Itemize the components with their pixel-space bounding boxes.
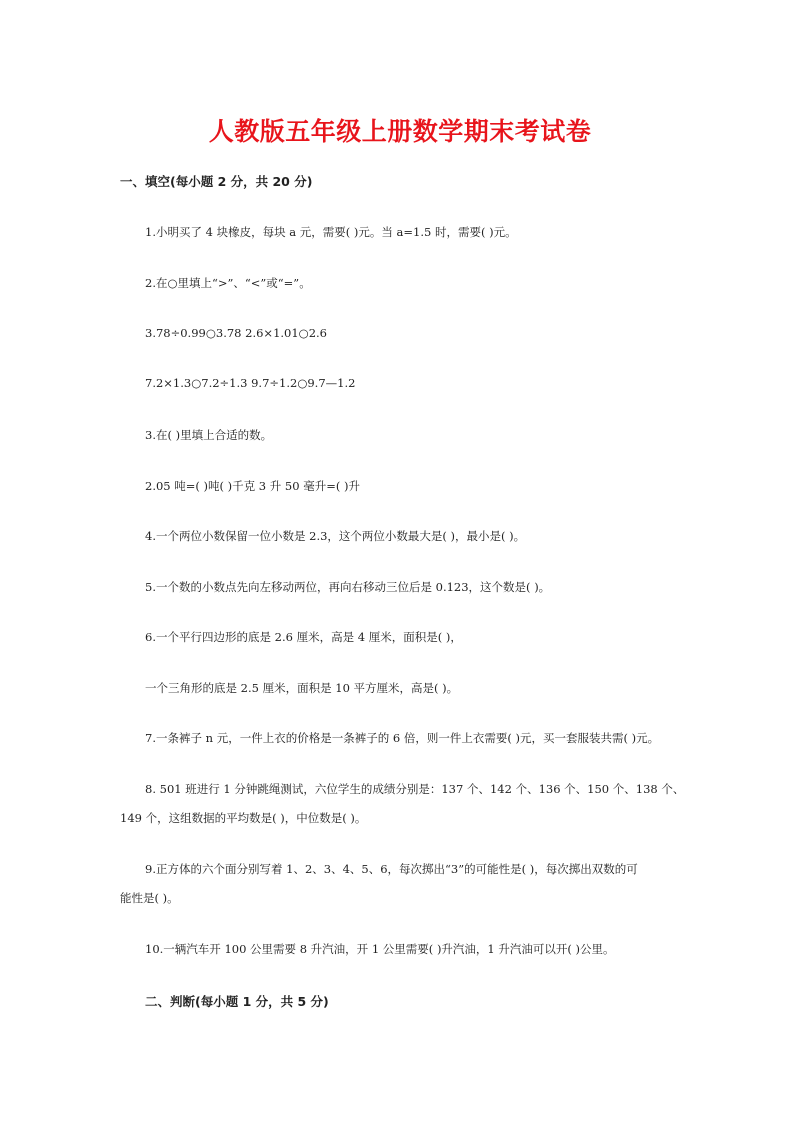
question-line: 3.78÷0.99○3.78 2.6×1.01○2.6 [145, 326, 327, 340]
section-heading-fill-blank: 一、填空(每小题 2 分，共 20 分) [120, 174, 313, 189]
question-line: 7.一条裤子 n 元，一件上衣的价格是一条裤子的 6 倍，则一件上衣需要( )元，买一套服装共需( )元。 [145, 731, 660, 745]
question-line: 149 个，这组数据的平均数是( )，中位数是( )。 [120, 811, 367, 825]
question-line: 9.正方体的六个面分别写着 1、2、3、4、5、6，每次掷出“3”的可能性是( )，每次掷出双数的可 [145, 862, 638, 876]
question-line: 能性是( )。 [120, 891, 179, 905]
question-line: 7.2×1.3○7.2÷1.3 9.7÷1.2○9.7—1.2 [145, 376, 356, 390]
question-line: 一个三角形的底是 2.5 厘米，面积是 10 平方厘米，高是( )。 [145, 681, 459, 695]
question-line: 4.一个两位小数保留一位小数是 2.3，这个两位小数最大是( )，最小是( )。 [145, 529, 526, 543]
question-line: 3.在( )里填上合适的数。 [145, 428, 273, 442]
question-line: 5.一个数的小数点先向左移动两位，再向右移动三位后是 0.123，这个数是( )。 [145, 580, 551, 594]
section-heading-true-false: 二、判断(每小题 1 分，共 5 分) [145, 994, 329, 1009]
question-line: 1.小明买了 4 块橡皮，每块 a 元，需要( )元。当 a=1.5 时，需要( )元。 [145, 225, 517, 239]
page-title: 人教版五年级上册数学期末考试卷 [208, 117, 592, 146]
question-line: 10.一辆汽车开 100 公里需要 8 升汽油，开 1 公里需要( )升汽油，1 升汽油可以开( )公里。 [145, 942, 615, 956]
question-line: 2.在○里填上“>”、“<”或“=”。 [145, 276, 311, 290]
question-line: 6.一个平行四边形的底是 2.6 厘米，高是 4 厘米，面积是( )， [145, 630, 462, 644]
question-line: 8. 501 班进行 1 分钟跳绳测试，六位学生的成绩分别是：137 个、142 个、136 个、150 个、138 个、 [145, 782, 685, 796]
question-line: 2.05 吨=( )吨( )千克 3 升 50 毫升=( )升 [145, 479, 360, 493]
